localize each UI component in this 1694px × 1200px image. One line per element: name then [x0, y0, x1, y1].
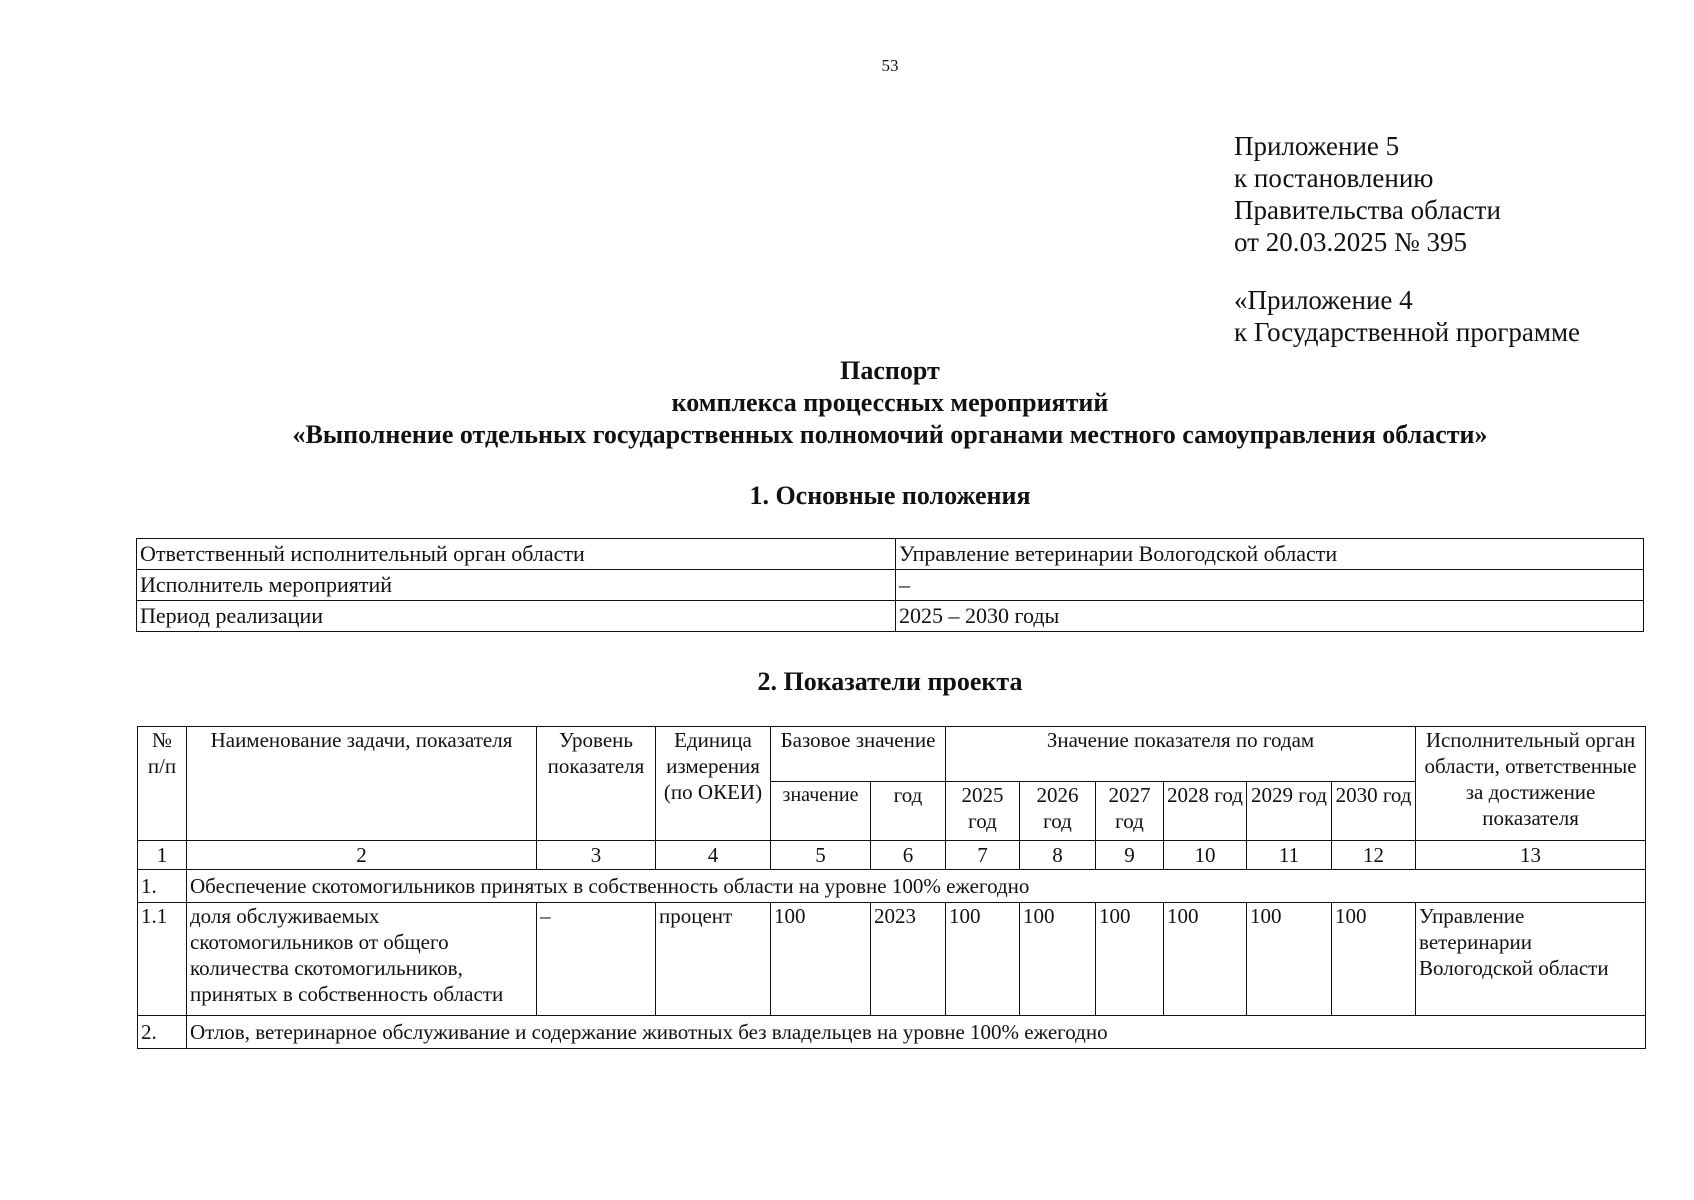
header-cell: год — [871, 782, 946, 841]
year-value: 100 — [1247, 903, 1332, 1016]
header-cell: Значение показателя по годам — [946, 727, 1416, 782]
column-number: 3 — [537, 841, 656, 870]
task-text: Отлов, ветеринарное обслуживание и содержание животных без владельцев на уровне 100% ежегодно — [187, 1016, 1646, 1049]
year-value: 100 — [1332, 903, 1416, 1016]
header-cell: Наименование задачи, показателя — [187, 727, 537, 841]
header-cell: Единица измерения (по ОКЕИ) — [656, 727, 771, 841]
appendix-line: к Государственной программе — [1234, 317, 1581, 347]
task-number: 1. — [138, 870, 187, 903]
year-value: 100 — [946, 903, 1020, 1016]
base-year: 2023 — [871, 903, 946, 1016]
appendix-line: Приложение 5 — [1234, 131, 1400, 161]
responsible-org: Управление ветеринарии Вологодской области — [1416, 903, 1646, 1016]
year-value: 100 — [1020, 903, 1096, 1016]
column-number: 10 — [1164, 841, 1247, 870]
appendix-header — [1234, 130, 1580, 348]
document-title — [0, 355, 1694, 451]
indicator-level: – — [537, 903, 656, 1016]
header-cell: 2028 год — [1164, 782, 1247, 841]
column-number: 11 — [1247, 841, 1332, 870]
base-value: 100 — [771, 903, 871, 1016]
column-number: 1 — [138, 841, 187, 870]
indicators-table — [137, 726, 1646, 1049]
column-numbers-row — [138, 841, 1646, 870]
header-cell: 2027 год — [1096, 782, 1164, 841]
column-number: 9 — [1096, 841, 1164, 870]
title-line: Паспорт — [840, 356, 940, 385]
year-value: 100 — [1096, 903, 1164, 1016]
appendix-line: от 20.03.2025 № 395 — [1234, 227, 1467, 257]
table-cell: 2025 – 2030 годы — [896, 601, 1644, 632]
title-line: комплекса процессных мероприятий — [671, 388, 1109, 417]
column-number: 6 — [871, 841, 946, 870]
column-number: 5 — [771, 841, 871, 870]
page-number: 53 — [881, 56, 899, 75]
table-row — [137, 570, 1644, 601]
appendix-line: к постановлению — [1234, 163, 1434, 193]
indicator-unit: процент — [656, 903, 771, 1016]
header-cell: Уровень показателя — [537, 727, 656, 841]
column-number: 2 — [187, 841, 537, 870]
column-number: 12 — [1332, 841, 1416, 870]
section-title: 2. Показатели проекта — [757, 667, 1023, 696]
table-cell: Управление ветеринарии Вологодской области — [896, 539, 1644, 570]
task-row — [138, 870, 1646, 903]
basic-info-table — [136, 538, 1644, 632]
column-number: 8 — [1020, 841, 1096, 870]
table-row — [137, 539, 1644, 570]
header-cell: 2025 год — [946, 782, 1020, 841]
table-cell: Период реализации — [137, 601, 896, 632]
table-header-row — [138, 727, 1646, 782]
task-row — [138, 1016, 1646, 1049]
task-text: Обеспечение скотомогильников принятых в собственность области на уровне 100% ежегодно — [187, 870, 1646, 903]
table-row — [137, 601, 1644, 632]
header-cell: 2030 год — [1332, 782, 1416, 841]
header-cell: значение — [771, 782, 871, 841]
year-value: 100 — [1164, 903, 1247, 1016]
table-cell: Исполнитель мероприятий — [137, 570, 896, 601]
column-number: 7 — [946, 841, 1020, 870]
indicator-name: доля обслуживаемых скотомогильников от общего количества скотомогильников, принятых в собственность области — [187, 903, 537, 1016]
task-number: 2. — [138, 1016, 187, 1049]
table-cell: – — [896, 570, 1644, 601]
header-cell: Базовое значение — [771, 727, 946, 782]
appendix-line: Правительства области — [1234, 195, 1501, 225]
column-number: 4 — [656, 841, 771, 870]
header-cell: Исполнительный орган области, ответственные за достижение показателя — [1416, 727, 1646, 841]
indicator-row — [138, 903, 1646, 1016]
appendix-line: «Приложение 4 — [1234, 285, 1413, 315]
indicator-number: 1.1 — [138, 903, 187, 1016]
column-number: 13 — [1416, 841, 1646, 870]
header-cell: 2029 год — [1247, 782, 1332, 841]
table-cell: Ответственный исполнительный орган области — [137, 539, 896, 570]
title-line: «Выполнение отдельных государственных полномочий органами местного самоуправления области» — [292, 420, 1488, 449]
section-title: 1. Основные положения — [749, 481, 1031, 510]
header-cell: № п/п — [138, 727, 187, 841]
header-cell: 2026 год — [1020, 782, 1096, 841]
